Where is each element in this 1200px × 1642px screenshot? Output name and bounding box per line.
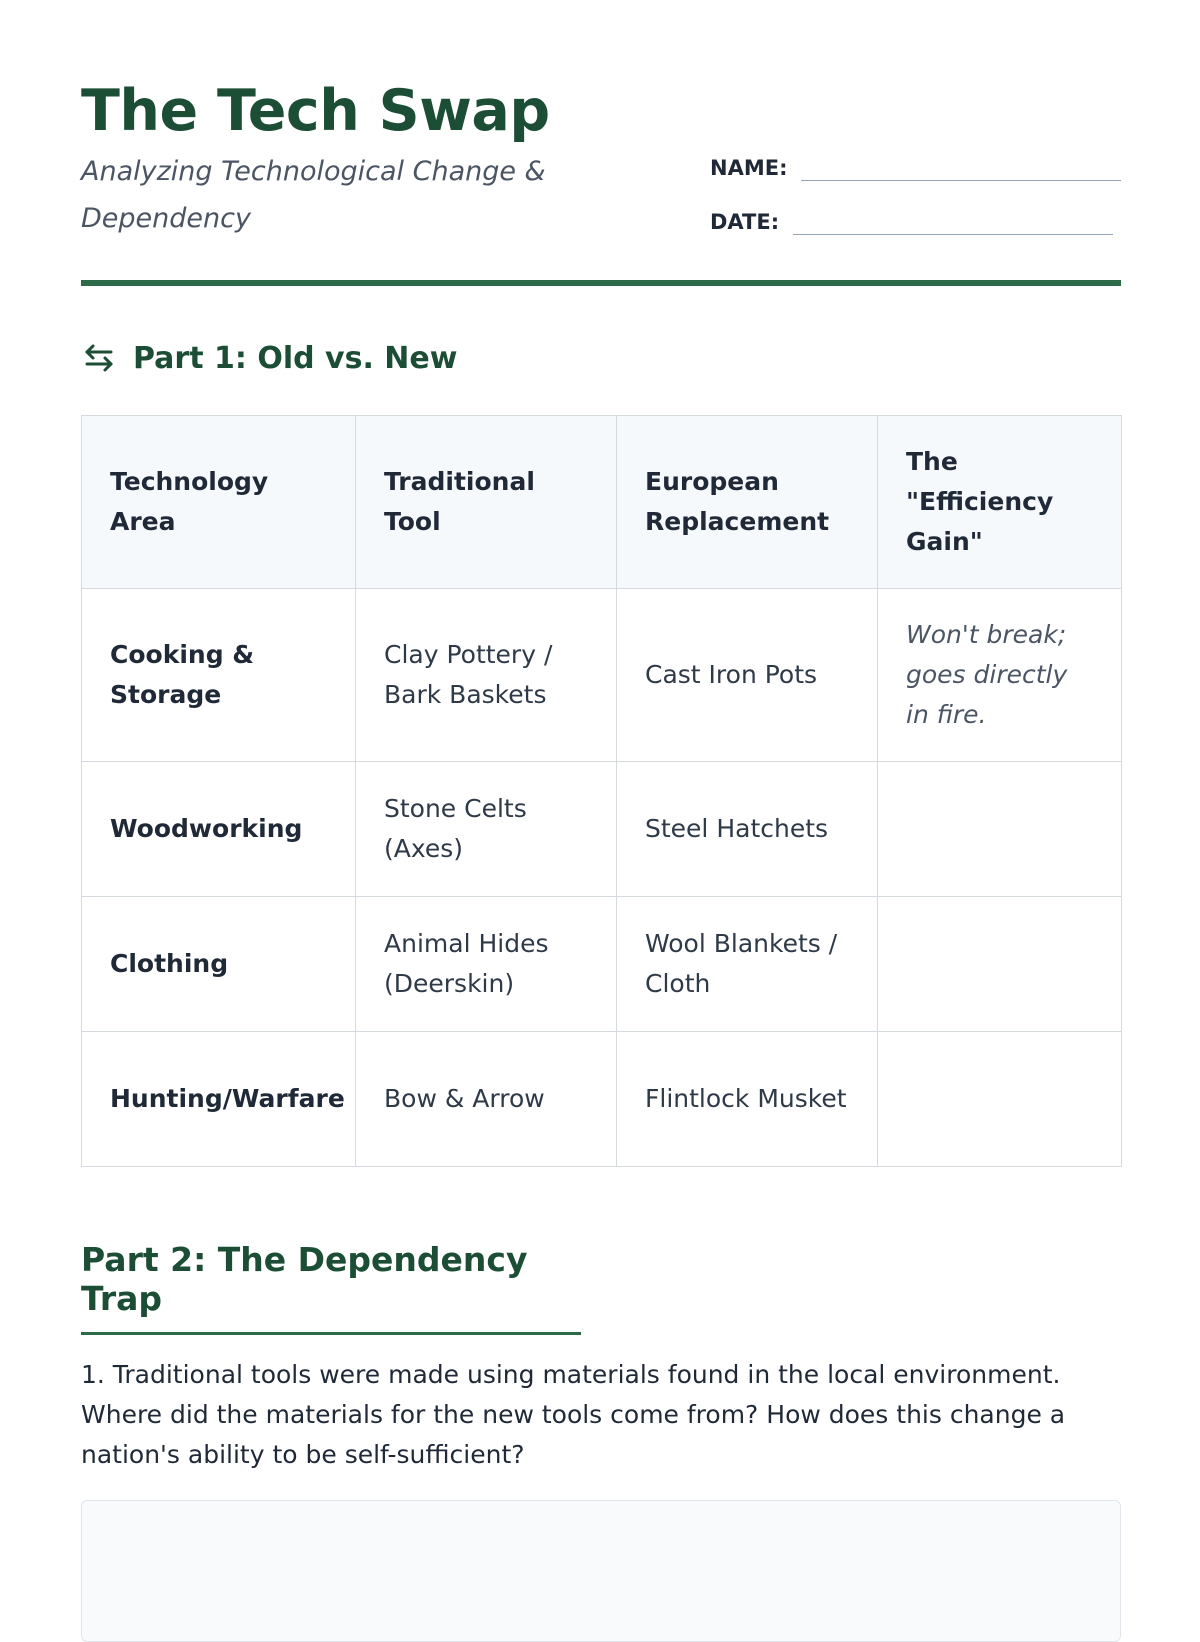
traditional-cell: Bow & Arrow	[356, 1032, 617, 1167]
tech-comparison-table	[81, 415, 1122, 1167]
question-1: 1. Traditional tools were made using materials found in the local environment. Where did the materials for the new tools come from? How does this change a nation's ability to be self-sufficient?	[81, 1360, 1066, 1469]
date-field-row	[710, 204, 1113, 235]
gain-input-cell[interactable]	[878, 762, 1122, 897]
replacement-cell: Flintlock Musket	[617, 1032, 878, 1167]
table-row	[82, 897, 1122, 1032]
date-field[interactable]	[793, 204, 1113, 235]
page-subtitle: Analyzing Technological Change & Dependency	[81, 156, 546, 234]
traditional-cell: Clay Pottery / Bark Baskets	[356, 589, 617, 762]
part2-heading: Part 2: The Dependency Trap	[81, 1240, 581, 1335]
date-label: DATE:	[710, 210, 780, 234]
worksheet-page	[81, 0, 1121, 1469]
name-field[interactable]	[801, 150, 1121, 181]
replacement-cell: Cast Iron Pots	[617, 589, 878, 762]
replacement-cell: Wool Blankets / Cloth	[617, 897, 878, 1032]
part1-title: Part 1: Old vs. New	[133, 340, 458, 376]
answer-box-1[interactable]	[81, 1500, 1121, 1642]
column-header: Traditional Tool	[356, 416, 617, 589]
table-row	[82, 1032, 1122, 1167]
area-cell: Hunting/Warfare	[82, 1032, 356, 1167]
column-header: The "Efficiency Gain"	[878, 416, 1122, 589]
part1-heading	[81, 340, 457, 376]
table-row	[82, 762, 1122, 897]
area-cell: Clothing	[82, 897, 356, 1032]
column-header: European Replacement	[617, 416, 878, 589]
name-label: NAME:	[710, 156, 788, 180]
name-field-row	[710, 150, 1121, 181]
area-cell: Woodworking	[82, 762, 356, 897]
area-cell: Cooking & Storage	[82, 589, 356, 762]
arrows-swap-icon	[81, 340, 117, 376]
table-row	[82, 589, 1122, 762]
gain-cell: Won't break; goes directly in fire.	[878, 589, 1122, 762]
column-header: Technology Area	[82, 416, 356, 589]
gain-input-cell[interactable]	[878, 897, 1122, 1032]
worksheet-header	[81, 0, 1121, 290]
table-header-row	[82, 416, 1122, 589]
replacement-cell: Steel Hatchets	[617, 762, 878, 897]
gain-input-cell[interactable]	[878, 1032, 1122, 1167]
page-title: The Tech Swap	[81, 78, 550, 144]
traditional-cell: Animal Hides (Deerskin)	[356, 897, 617, 1032]
traditional-cell: Stone Celts (Axes)	[356, 762, 617, 897]
header-divider	[81, 280, 1121, 286]
